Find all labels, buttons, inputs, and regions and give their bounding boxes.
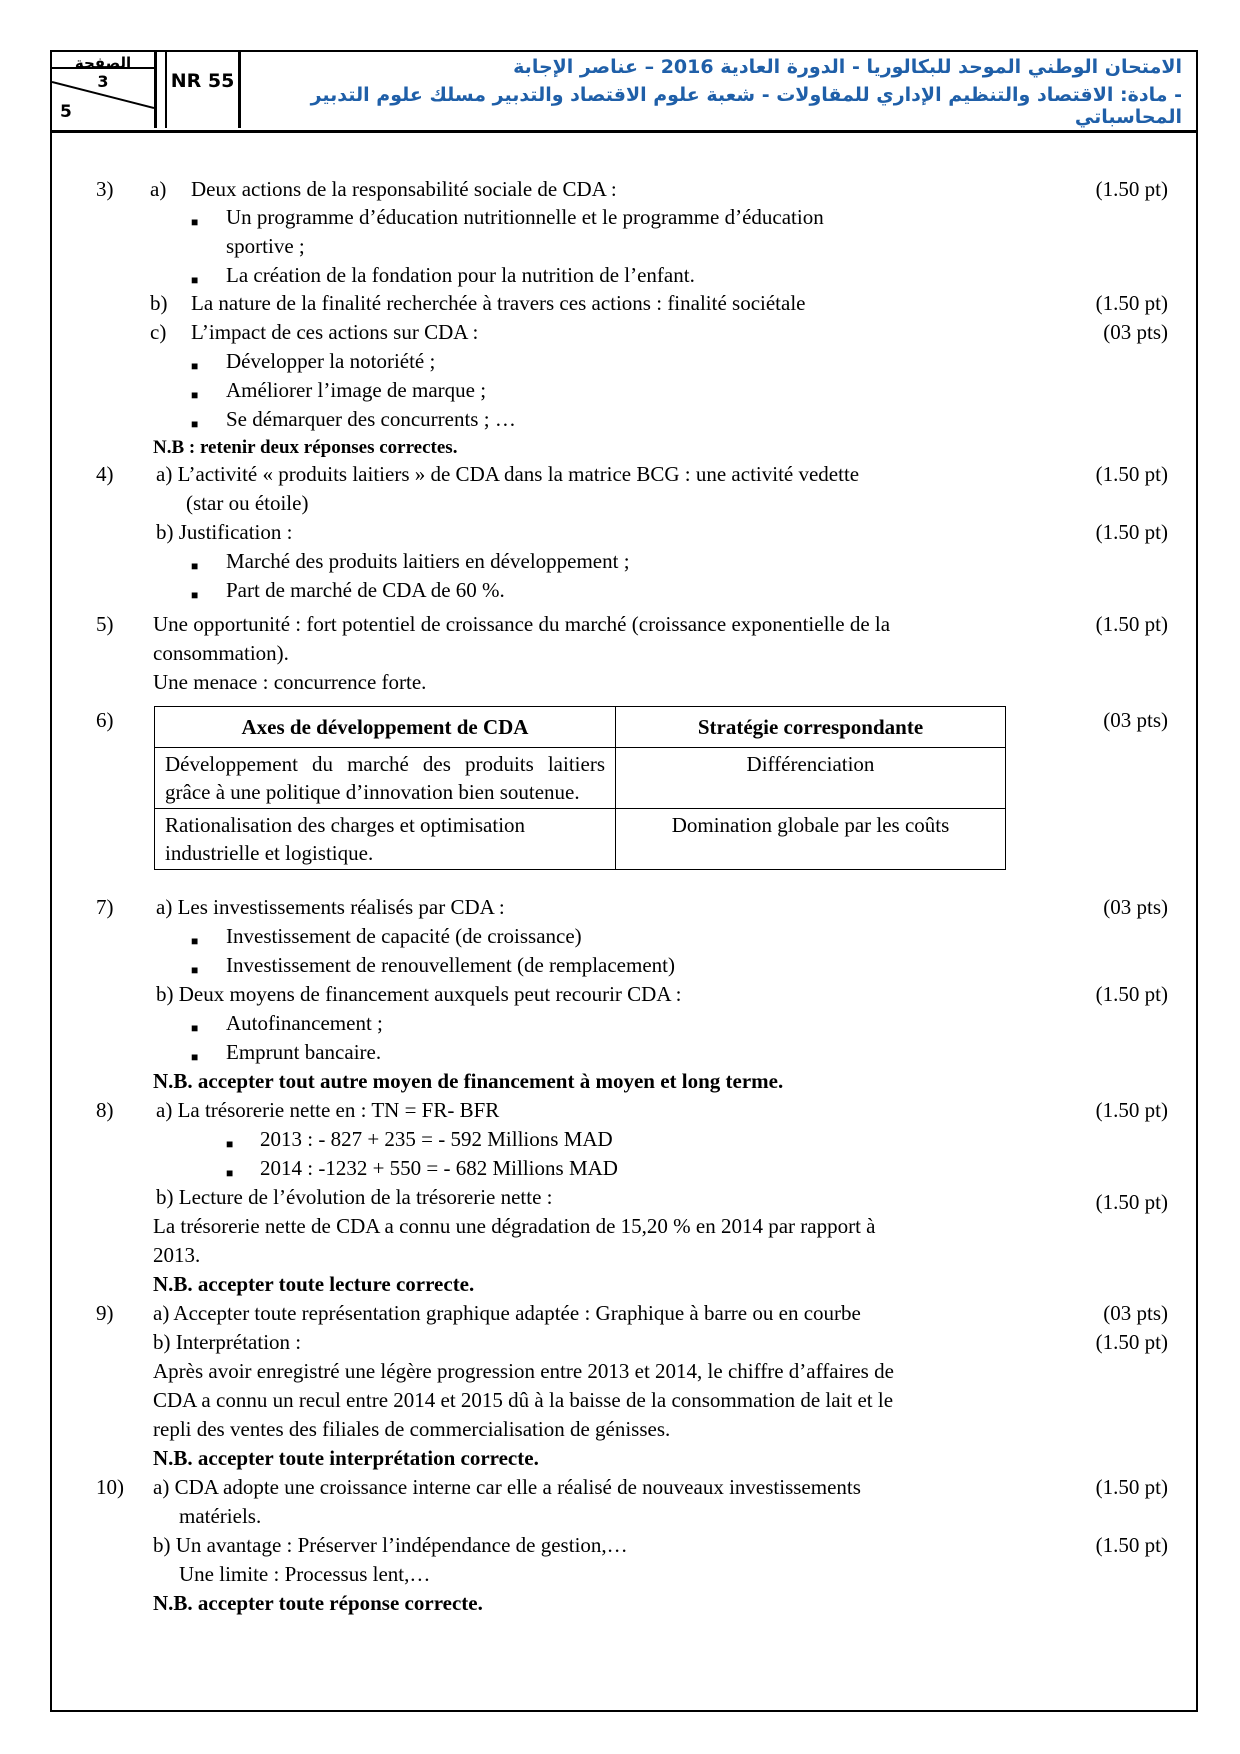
answer-line: (star ou étoile)	[186, 491, 309, 515]
answer-line: consommation).	[153, 641, 289, 665]
bullet-text: Marché des produits laitiers en développement ;	[226, 549, 630, 573]
answer-line: a) Les investissements réalisés par CDA :	[156, 895, 505, 919]
nb-note: N.B : retenir deux réponses correctes.	[153, 437, 458, 458]
answer-line: Une opportunité : fort potentiel de croissance du marché (croissance exponentielle de la	[153, 612, 891, 636]
answer-line: La nature de la finalité recherchée à travers ces actions : finalité sociétale	[191, 291, 806, 315]
table-cell: Rationalisation des charges et optimisation industrielle et logistique.	[155, 809, 616, 870]
sub-label: c)	[150, 320, 167, 344]
answer-line: b) Un avantage : Préserver l’indépendance de gestion,…	[153, 1533, 628, 1557]
answer-line: CDA a connu un recul entre 2014 et 2015 dû à la baisse de la consommation de lait et le	[153, 1388, 894, 1412]
points: (1.50 pt)	[1095, 612, 1168, 636]
points: (1.50 pt)	[1095, 1475, 1168, 1499]
points: (03 pts)	[1103, 320, 1168, 344]
bullet-icon: ■	[226, 1137, 234, 1151]
bullet-icon: ■	[191, 359, 199, 373]
sub-label: b)	[150, 291, 168, 315]
points: (1.50 pt)	[1095, 1330, 1168, 1354]
answer-line: a) La trésorerie nette en : TN = FR- BFR	[156, 1098, 500, 1122]
answer-line: matériels.	[179, 1504, 262, 1528]
points: (1.50 pt)	[1095, 1533, 1168, 1557]
bullet-icon: ■	[191, 1050, 199, 1064]
question-number: 9)	[96, 1301, 114, 1325]
bullet-icon: ■	[191, 588, 199, 602]
answer-line: L’impact de ces actions sur CDA :	[191, 320, 479, 344]
nb-note: N.B. accepter toute réponse correcte.	[153, 1591, 483, 1615]
bullet-icon: ■	[226, 1166, 234, 1180]
answer-line: a) L’activité « produits laitiers » de CDA dans la matrice BCG : une activité vedette	[156, 462, 860, 486]
bullet-icon: ■	[191, 559, 199, 573]
table-header: Axes de développement de CDA	[155, 707, 616, 748]
table-cell: Domination globale par les coûts	[616, 809, 1006, 870]
points: (1.50 pt)	[1095, 462, 1168, 486]
answer-line: Deux actions de la responsabilité sociale de CDA :	[191, 177, 617, 201]
answer-line: b) Deux moyens de financement auxquels peut recourir CDA :	[156, 982, 682, 1006]
bullet-text: Autofinancement ;	[226, 1011, 383, 1035]
bullet-icon: ■	[191, 934, 199, 948]
bullet-text: Un programme d’éducation nutritionnelle et le programme d’éducation	[226, 205, 824, 229]
question-number: 10)	[96, 1475, 124, 1499]
answer-line: a) CDA adopte une croissance interne car elle a réalisé de nouveaux investissements	[153, 1475, 861, 1499]
points: (1.50 pt)	[1095, 177, 1168, 201]
nb-note: N.B. accepter tout autre moyen de financement à moyen et long terme.	[153, 1069, 784, 1093]
answer-line: Après avoir enregistré une légère progression entre 2013 et 2014, le chiffre d’affaires de	[153, 1359, 894, 1383]
exam-code: NR 55	[165, 52, 241, 128]
bullet-icon: ■	[191, 963, 199, 977]
bullet-text: sportive ;	[226, 234, 305, 258]
points: (1.50 pt)	[1095, 1190, 1168, 1214]
answer-line: Une menace : concurrence forte.	[153, 670, 427, 694]
bullet-text: Investissement de capacité (de croissance)	[226, 924, 582, 948]
table-cell: Différenciation	[616, 748, 1006, 809]
nb-note: N.B. accepter toute lecture correcte.	[153, 1272, 475, 1296]
nb-note: N.B. accepter toute interprétation correcte.	[153, 1446, 539, 1470]
points: (1.50 pt)	[1095, 1098, 1168, 1122]
bullet-text: 2014 : -1232 + 550 = - 682 Millions MAD	[260, 1156, 618, 1180]
table-header: Stratégie correspondante	[616, 707, 1006, 748]
bullet-text: La création de la fondation pour la nutrition de l’enfant.	[226, 263, 695, 287]
page-indicator	[52, 52, 157, 128]
question-number: 5)	[96, 612, 114, 636]
bullet-icon: ■	[191, 417, 199, 431]
title-line-2: - مادة: الاقتصاد والتنظيم الإداري للمقاولات - شعبة علوم الاقتصاد والتدبير مسلك علوم التدبير المحاسباتي	[310, 84, 1182, 128]
answer-line: Une limite : Processus lent,…	[179, 1562, 431, 1586]
table-row	[155, 809, 1006, 870]
exam-header	[50, 50, 1198, 133]
answer-line: repli des ventes des filiales de commercialisation de génisses.	[153, 1417, 671, 1441]
table-header-row	[155, 707, 1006, 748]
answer-line: a) Accepter toute représentation graphique adaptée : Graphique à barre ou en courbe	[153, 1301, 861, 1325]
page-total: 5	[60, 102, 72, 122]
question-number: 4)	[96, 462, 114, 486]
bullet-icon: ■	[191, 388, 199, 402]
question-number: 7)	[96, 895, 114, 919]
table-row	[155, 748, 1006, 809]
points: (1.50 pt)	[1095, 520, 1168, 544]
question-number: 8)	[96, 1098, 114, 1122]
exam-title	[241, 52, 1196, 130]
bullet-text: Améliorer l’image de marque ;	[226, 378, 487, 402]
bullet-text: Emprunt bancaire.	[226, 1040, 382, 1064]
bullet-text: Développer la notoriété ;	[226, 349, 436, 373]
question-number: 6)	[96, 708, 114, 732]
answer-line: b) Justification :	[156, 520, 293, 544]
title-line-1: الامتحان الوطني الموحد للبكالوريا - الدورة العادية 2016 – عناصر الإجابة	[513, 56, 1182, 78]
answer-line: b) Lecture de l’évolution de la trésorerie nette :	[156, 1185, 553, 1209]
points: (1.50 pt)	[1095, 291, 1168, 315]
strategy-table	[154, 706, 1006, 870]
points: (03 pts)	[1103, 1301, 1168, 1325]
table-cell: Développement du marché des produits laitiers grâce à une politique d’innovation bien soutenue.	[155, 748, 616, 809]
bullet-text: Se démarquer des concurrents ; …	[226, 407, 516, 431]
points: (03 pts)	[1103, 895, 1168, 919]
bullet-text: Investissement de renouvellement (de remplacement)	[226, 953, 675, 977]
bullet-text: 2013 : - 827 + 235 = - 592 Millions MAD	[260, 1127, 613, 1151]
page-label: الصفحة	[74, 54, 132, 72]
bullet-icon: ■	[191, 215, 199, 229]
sub-label: a)	[150, 177, 167, 201]
answer-line: b) Interprétation :	[153, 1330, 302, 1354]
page-number: 3	[97, 72, 109, 91]
points: (1.50 pt)	[1095, 982, 1168, 1006]
bullet-icon: ■	[191, 273, 199, 287]
question-number: 3)	[96, 177, 114, 201]
bullet-text: Part de marché de CDA de 60 %.	[226, 578, 505, 602]
points: (03 pts)	[1103, 708, 1168, 732]
answer-line: La trésorerie nette de CDA a connu une dégradation de 15,20 % en 2014 par rapport à	[153, 1214, 876, 1238]
bullet-icon: ■	[191, 1021, 199, 1035]
answer-line: 2013.	[153, 1243, 201, 1267]
